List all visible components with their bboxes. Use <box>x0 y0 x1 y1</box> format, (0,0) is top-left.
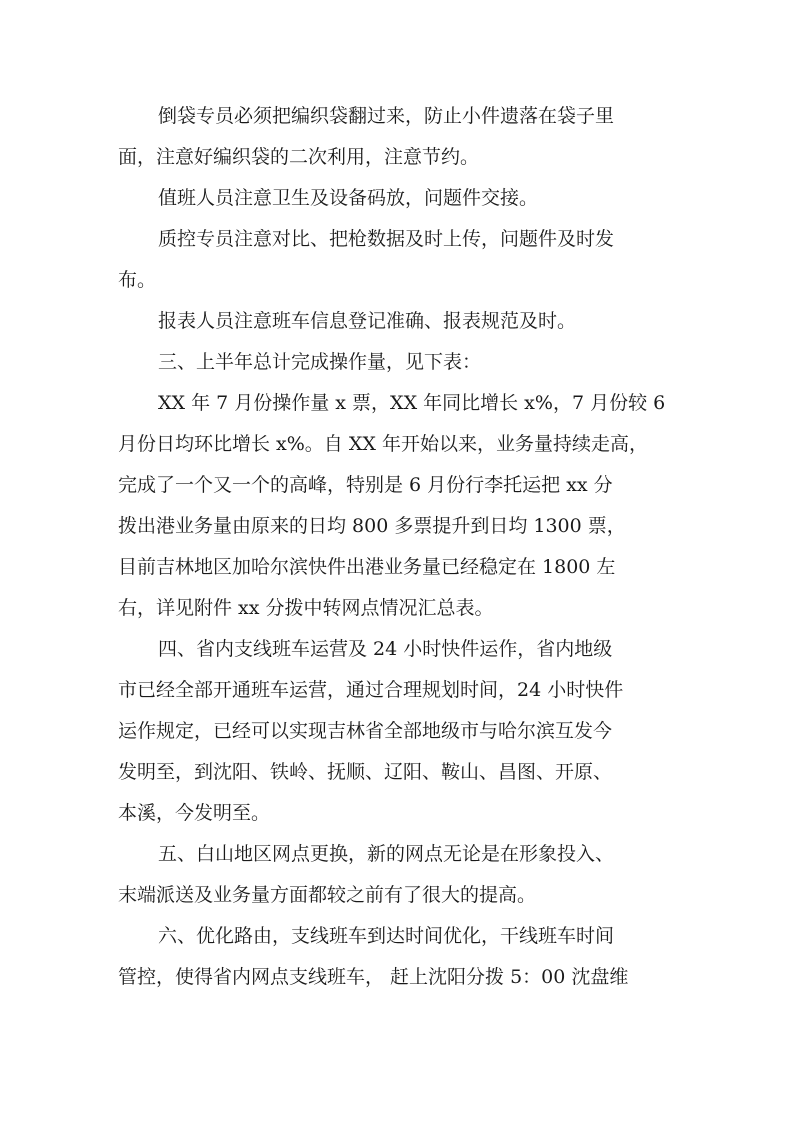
text-line: 运作规定，已经可以实现吉林省全部地级市与哈尔滨互发今 <box>118 720 613 742</box>
text-line: 末端派送及业务量方面都较之前有了很大的提高。 <box>118 884 537 906</box>
text-line: 报表人员注意班车信息登记准确、报表规范及时。 <box>158 310 577 332</box>
section-heading: 六、优化路由，支线班车到达时间优化，干线班车时间 <box>158 925 615 947</box>
text-line: 倒袋专员必须把编织袋翻过来，防止小件遗落在袋子里 <box>158 105 615 127</box>
document-body <box>118 96 688 998</box>
text-line: 布。 <box>118 269 157 291</box>
section-heading: 五、白山地区网点更换，新的网点无论是在形象投入、 <box>158 843 615 865</box>
text-line: 完成了一个又一个的高峰，特别是 6 月份行李托运把 xx 分 <box>118 474 613 496</box>
text-line: 目前吉林地区加哈尔滨快件出港业务量已经稳定在 1800 左 <box>118 556 616 578</box>
text-line: 右，详见附件 xx 分拨中转网点情况汇总表。 <box>118 597 494 619</box>
text-line: 面，注意好编织袋的二次利用，注意节约。 <box>118 146 480 168</box>
text-line: 管控，使得省内网点支线班车， 赶上沈阳分拨 5：00 沈盘维 <box>118 966 629 988</box>
text-line: 质控专员注意对比、把枪数据及时上传，问题件及时发 <box>158 228 615 250</box>
text-line: 市已经全部开通班车运营，通过合理规划时间，24 小时快件 <box>118 679 624 701</box>
text-line: XX 年 7 月份操作量 x 票，XX 年同比增长 x%，7 月份较 6 <box>158 392 666 414</box>
text-line: 本溪，今发明至。 <box>118 802 271 824</box>
section-heading: 三、上半年总计完成操作量，见下表： <box>158 351 482 373</box>
text-line: 月份日均环比增长 x%。自 XX 年开始以来，业务量持续走高， <box>118 433 648 455</box>
section-heading: 四、省内支线班车运营及 24 小时快件运作，省内地级 <box>158 638 613 660</box>
text-line: 拨出港业务量由原来的日均 800 多票提升到日均 1300 票， <box>118 515 626 537</box>
text-line: 值班人员注意卫生及设备码放，问题件交接。 <box>158 187 539 209</box>
text-line: 发明至，到沈阳、铁岭、抚顺、辽阳、鞍山、昌图、开原、 <box>118 761 613 783</box>
